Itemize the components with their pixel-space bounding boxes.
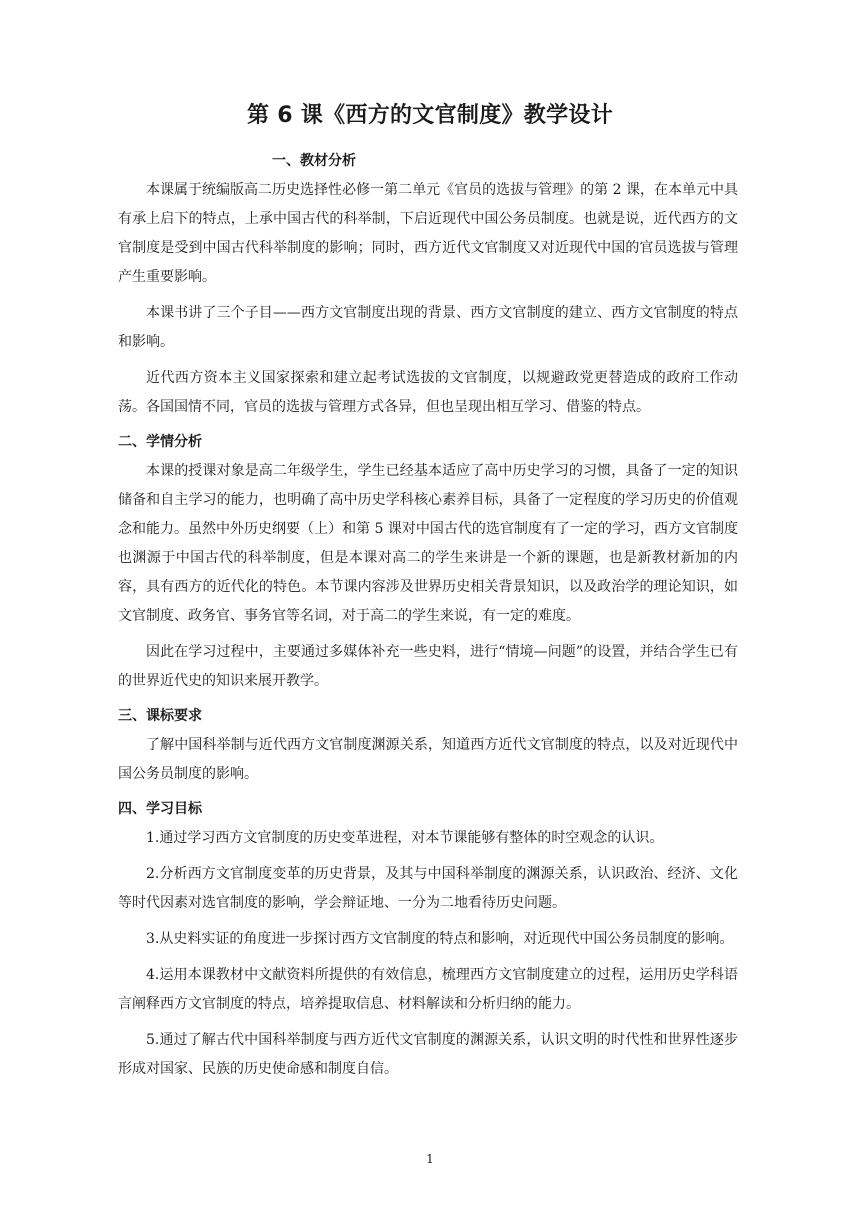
section-heading: 四、学习目标: [118, 801, 202, 817]
section-curriculum-requirements: [118, 703, 738, 789]
section-heading: 三、课标要求: [118, 708, 202, 724]
paragraph: 本课属于统编版高二历史选择性必修一第二单元《官员的选拔与管理》的第 2 课，在本单元中具有承上启下的特点，上承中国古代的科举制，下启近现代中国公务员制度。也就是说，近代西方的文官制度是受到中国古代科举制度的影响；同时，西方近代文官制度又对近现代中国的官员选拔与管理产生重要影响。: [118, 182, 738, 285]
document-title: 第 6 课《西方的文官制度》教学设计: [246, 103, 614, 128]
paragraph: 本课的授课对象是高二年级学生，学生已经基本适应了高中历史学习的习惯，具备了一定的知识储备和自主学习的能力，也明确了高中历史学科核心素养目标，具备了一定程度的学习历史的价值观念和能力。虽然中外历史纲要（上）和第 5 课对中国古代的选官制度有了一定的学习，西方文官制度也渊源于中国古代的科举制度，但是本课对高二的学生来讲是一个新的课题，也是新教材新加的内容，具有西方的近代化的特色。本节课内容涉及世界历史相关背景知识，以及政治学的理论知识，如文官制度、政务官、事务官等名词，对于高二的学生来说，有一定的难度。: [118, 463, 738, 624]
objective-item: 1.通过学习西方文官制度的历史变革进程，对本节课能够有整体的时空观念的认识。: [146, 830, 664, 846]
paragraph: 因此在学习过程中，主要通过多媒体补充一些史料，进行“情境—问题”的设置，并结合学生已有的世界近代史的知识来展开教学。: [118, 644, 738, 689]
section-student-analysis: [118, 429, 738, 696]
objective-item: 4.运用本课教材中文献资料所提供的有效信息，梳理西方文官制度建立的过程，运用历史学科语言阐释西方文官制度的特点，培养提取信息、材料解读和分析归纳的能力。: [118, 967, 738, 1012]
objective-item: 3.从史料实证的角度进一步探讨西方文官制度的特点和影响，对近现代中国公务员制度的影响。: [146, 931, 734, 947]
section-heading: 二、学情分析: [118, 434, 202, 450]
paragraph: 了解中国科举制与近代西方文官制度渊源关系，知道西方近代文官制度的特点，以及对近现代中国公务员制度的影响。: [118, 737, 738, 782]
page-number: 1: [426, 1152, 434, 1166]
paragraph: 近代西方资本主义国家探索和建立起考试选拔的文官制度，以规避政党更替造成的政府工作动荡。各国国情不同，官员的选拔与管理方式各异，但也呈现出相互学习、借鉴的特点。: [118, 370, 738, 415]
section-heading: 一、教材分析: [272, 153, 356, 169]
objective-item: 2.分析西方文官制度变革的历史背景，及其与中国科举制度的渊源关系，认识政治、经济、文化等时代因素对选官制度的影响，学会辩证地、一分为二地看待历史问题。: [118, 866, 738, 911]
section-learning-objectives: [118, 796, 738, 1084]
objective-item: 5.通过了解古代中国科举制度与西方近代文官制度的渊源关系，认识文明的时代性和世界性逐步形成对国家、民族的历史使命感和制度自信。: [118, 1032, 738, 1077]
paragraph: 本课书讲了三个子目——西方文官制度出现的背景、西方文官制度的建立、西方文官制度的特点和影响。: [118, 305, 738, 350]
section-textbook-analysis: [118, 148, 738, 422]
document-body: [118, 148, 738, 1091]
